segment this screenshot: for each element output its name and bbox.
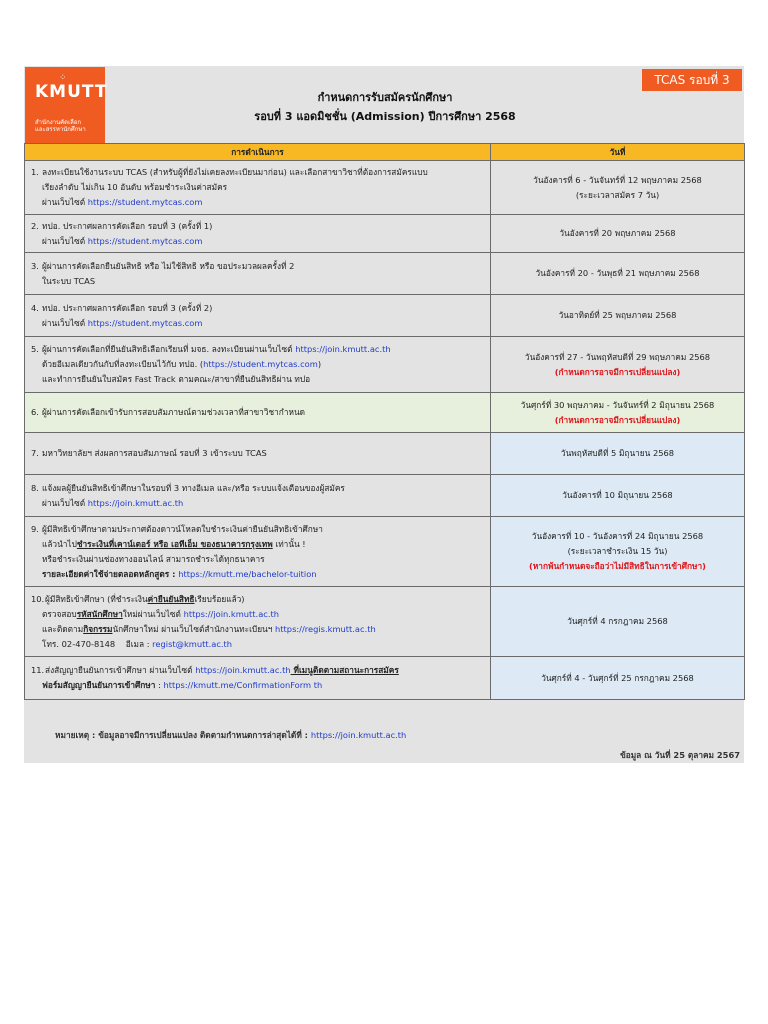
date-cell: วันอาทิตย์ที่ 25 พฤษภาคม 2568: [491, 295, 745, 337]
page-title: กำหนดการรับสมัครนักศึกษา: [317, 91, 453, 104]
action-cell: 7. มหาวิทยาลัยฯ ส่งผลการสอบสัมภาษณ์ รอบที่ 3 เข้าระบบ TCAS: [25, 433, 491, 475]
table-row: [25, 587, 745, 657]
action-cell: 9. ผู้มีสิทธิเข้าศึกษาตามประกาศต้องดาวน์โหลดใบชำระเงินค่ายืนยันสิทธิเข้าศึกษา แล้วนำไปชำระเงินที่เคาน์เตอร์ หรือ เอทีเอ็ม ของธนาคารกรุงเทพ เท่านั้น ! หรือชำระเงินผ่านช่องทางออนไลน์ สามารถชำระได้ทุกธนาคาร รายละเอียดค่าใช้จ่ายตลอดหลักสูตร : https://kmutt.me/bachelor-tuition: [25, 517, 491, 587]
action-cell: 5. ผู้ผ่านการคัดเลือกที่ยืนยันสิทธิเลือกเรียนที่ มจธ. ลงทะเบียนผ่านเว็บไซต์ https://join.kmutt.ac.th ด้วยอีเมลเดียวกันกับที่ลงทะเบียนไว้กับ ทปอ. (https://student.mytcas.com) และทำการยืนยันใบสมัคร Fast Track ตามคณะ/สาขาที่ยืนยันสิทธิผ่าน ทปอ: [25, 337, 491, 393]
footer-note: หมายเหตุ : ข้อมูลอาจมีการเปลี่ยนแปลง ติดตามกำหนดการล่าสุดได้ที่ : https://join.kmutt.ac.th: [55, 730, 407, 740]
date-cell: วันอังคารที่ 20 - วันพุธที่ 21 พฤษภาคม 2568: [491, 253, 745, 295]
page-subtitle: รอบที่ 3 แอดมิชชั่น (Admission) ปีการศึกษา 2568: [254, 110, 516, 123]
date-cell: วันอังคารที่ 10 มิถุนายน 2568: [491, 475, 745, 517]
student-mytcas-link[interactable]: https://student.mytcas.com: [87, 317, 203, 328]
table-row: [25, 253, 745, 295]
table-row: [25, 393, 745, 433]
date-cell: วันอังคารที่ 27 - วันพฤหัสบดีที่ 29 พฤษภาคม 2568 (กำหนดการอาจมีการเปลี่ยนแปลง): [491, 337, 745, 393]
kmutt-logo: [25, 67, 108, 143]
student-mytcas-link[interactable]: https://student.mytcas.com: [87, 235, 203, 246]
join-kmutt-link[interactable]: https://join.kmutt.ac.th: [295, 344, 391, 354]
action-cell: 10.ผู้มีสิทธิเข้าศึกษา (ที่ชำระเงินค่ายืนยันสิทธิเรียบร้อยแล้ว) ตรวจสอบรหัสนักศึกษาใหม่ผ่านเว็บไซต์ https://join.kmutt.ac.th และติดตามกิจกรรมนักศึกษาใหม่ ผ่านเว็บไซต์สำนักงานทะเบียนฯ https://regis.kmutt.ac.th โทร. 02-470-8148 อีเมล : regist@kmutt.ac.th: [25, 587, 491, 657]
date-cell: วันอังคารที่ 20 พฤษภาคม 2568: [491, 215, 745, 253]
table-row: [25, 517, 745, 587]
confirmation-form-link[interactable]: https://kmutt.me/ConfirmationForm th: [163, 680, 323, 690]
action-cell: 1. ลงทะเบียนใช้งานระบบ TCAS (สำหรับผู้ที่ยังไม่เคยลงทะเบียนมาก่อน) และเลือกสาขาวิชาที่ต้องการสมัครแบบ เรียงลำดับ ไม่เกิน 10 อันดับ พร้อมชำระเงินค่าสมัคร ผ่านเว็บไซต์ https://student.mytcas.com: [25, 161, 491, 215]
tuition-link[interactable]: https://kmutt.me/bachelor-tuition: [178, 568, 317, 579]
join-kmutt-link[interactable]: https://join.kmutt.ac.th: [310, 730, 407, 740]
date-cell: วันศุกร์ที่ 4 - วันศุกร์ที่ 25 กรกฎาคม 2568: [491, 657, 745, 700]
table-row: [25, 161, 745, 215]
change-warning: (กำหนดการอาจมีการเปลี่ยนแปลง): [554, 366, 681, 377]
change-warning: (กำหนดการอาจมีการเปลี่ยนแปลง): [554, 414, 681, 425]
col-header-date: วันที่: [491, 144, 745, 161]
tcas-round-badge: TCAS รอบที่ 3: [642, 69, 742, 91]
action-cell: 6. ผู้ผ่านการคัดเลือกเข้ารับการสอบสัมภาษณ์ตามช่วงเวลาที่สาขาวิชากำหนด: [25, 393, 491, 433]
col-header-action: การดำเนินการ: [25, 144, 491, 161]
table-row: [25, 475, 745, 517]
action-cell: 8. แจ้งผลผู้ยืนยันสิทธิเข้าศึกษาในรอบที่ 3 ทางอีเมล และ/หรือ ระบบแจ้งเตือนของผู้สมัคร ผ่านเว็บไซต์ https://join.kmutt.ac.th: [25, 475, 491, 517]
table-row: [25, 657, 745, 700]
regist-email-link[interactable]: regist@kmutt.ac.th: [152, 638, 233, 649]
logo-text: KMUTT: [35, 82, 108, 102]
action-cell: 4. ทปอ. ประกาศผลการคัดเลือก รอบที่ 3 (ครั้งที่ 2) ผ่านเว็บไซต์ https://student.mytcas.com: [25, 295, 491, 337]
student-mytcas-link[interactable]: https://student.mytcas.com: [203, 359, 318, 369]
regis-kmutt-link[interactable]: https://regis.kmutt.ac.th: [275, 623, 376, 634]
action-cell: 2. ทปอ. ประกาศผลการคัดเลือก รอบที่ 3 (ครั้งที่ 1) ผ่านเว็บไซต์ https://student.mytcas.com: [25, 215, 491, 253]
table-row: [25, 215, 745, 253]
date-cell: วันศุกร์ที่ 30 พฤษภาคม - วันจันทร์ที่ 2 มิถุนายน 2568 (กำหนดการอาจมีการเปลี่ยนแปลง): [491, 393, 745, 433]
date-cell: วันอังคารที่ 10 - วันอังคารที่ 24 มิถุนายน 2568 (ระยะเวลาชำระเงิน 15 วัน) (หากพ้นกำหนดจะถือว่าไม่มีสิทธิในการเข้าศึกษา): [491, 517, 745, 587]
table-row: [25, 433, 745, 475]
join-kmutt-link[interactable]: https://join.kmutt.ac.th: [87, 497, 184, 508]
table-row: [25, 337, 745, 393]
join-kmutt-link[interactable]: https://join.kmutt.ac.th: [183, 608, 279, 619]
deadline-warning: (หากพ้นกำหนดจะถือว่าไม่มีสิทธิในการเข้าศึกษา): [529, 561, 706, 571]
data-as-of-date: ข้อมูล ณ วันที่ 25 ตุลาคม 2567: [620, 750, 740, 760]
student-mytcas-link[interactable]: https://student.mytcas.com: [87, 197, 203, 207]
action-cell: 11.ส่งสัญญายืนยันการเข้าศึกษา ผ่านเว็บไซต์ https://join.kmutt.ac.th ที่เมนูติดตามสถานะการสมัคร ฟอร์มสัญญายืนยันการเข้าศึกษา : https://kmutt.me/ConfirmationForm th: [25, 657, 491, 700]
action-cell: 3. ผู้ผ่านการคัดเลือกยืนยันสิทธิ หรือ ไม่ใช้สิทธิ หรือ ขอประมวลผลครั้งที่ 2 ในระบบ TCAS: [25, 253, 491, 295]
join-kmutt-link[interactable]: https://join.kmutt.ac.th: [195, 665, 291, 675]
schedule-table: [24, 143, 745, 700]
date-cell: วันศุกร์ที่ 4 กรกฎาคม 2568: [491, 587, 745, 657]
table-header-row: [25, 144, 745, 161]
date-cell: วันพฤหัสบดีที่ 5 มิถุนายน 2568: [491, 433, 745, 475]
logo-subtitle: สำนักงานคัดเลือก และสรรหานักศึกษา: [35, 119, 86, 133]
table-row: [25, 295, 745, 337]
date-cell: วันอังคารที่ 6 - วันจันทร์ที่ 12 พฤษภาคม 2568 (ระยะเวลาสมัคร 7 วัน): [491, 161, 745, 215]
dots-icon: ⁘: [59, 73, 67, 83]
